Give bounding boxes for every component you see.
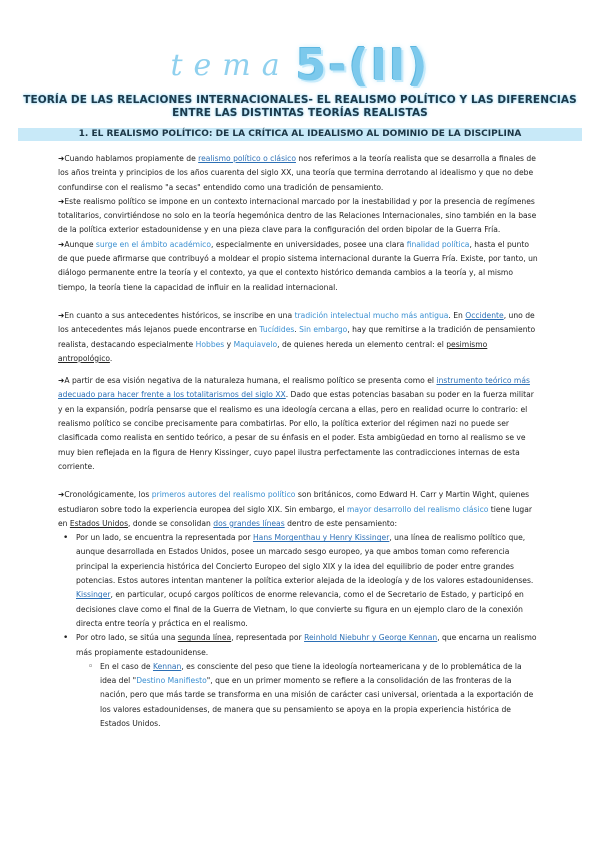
highlight-term: Tucídides xyxy=(259,325,295,335)
highlight-term: Destino Manifiesto xyxy=(136,676,207,686)
highlight-term: realismo político o clásico xyxy=(198,154,296,163)
highlight-term: Occidente xyxy=(465,310,504,320)
arrow-icon: ➜ xyxy=(58,154,65,163)
highlight-term: Estados Unidos xyxy=(69,518,129,528)
highlight-term: Hans Morgenthau y Henry Kissinger xyxy=(252,533,390,543)
highlight-term: pesimismo antropológico xyxy=(58,339,488,363)
highlight-term: surge en el ámbito académico xyxy=(95,239,211,249)
highlight-term: Kissinger xyxy=(76,590,111,600)
highlight-term: Reinhold Niebuhr y George Kennan xyxy=(304,633,438,643)
highlight-term: mayor desarrollo del realismo clásico xyxy=(346,504,489,514)
title-banner xyxy=(0,40,600,92)
arrow-icon: ➜ xyxy=(58,376,65,386)
paragraph-1: ➜Cuando hablamos propiamente de realismo político o clásico nos referimos a la teoría realista que se desarrolla a finales de los años treinta y principios de los años cuarenta del siglo XX, una teoría que termina derrotando al idealismo y que no debe confundirse con el realismo "a secas" entendido como una tradición de pensamiento. xyxy=(58,154,536,192)
highlight-term: Sin embargo xyxy=(299,325,348,335)
highlight-term: Kennan xyxy=(152,661,182,671)
title-script: tema xyxy=(170,48,291,83)
highlight-term: Hobbes xyxy=(195,339,225,349)
highlight-term: finalidad política xyxy=(406,239,470,249)
highlight-term: instrumento teórico más adecuado para hacer frente a los totalitarismos del siglo XX xyxy=(58,376,530,400)
spacer xyxy=(58,474,538,488)
highlight-term: dos grandes líneas xyxy=(213,518,285,528)
arrow-icon: ➜ xyxy=(58,196,65,206)
spacer xyxy=(58,366,538,374)
arrow-icon: ➜ xyxy=(58,490,65,500)
highlight-term: tradición intelectual mucho más antigua xyxy=(294,310,449,320)
title-number: 5-(II) xyxy=(295,40,430,91)
list-item: • Por otro lado, se sitúa una segunda línea, representada por Reinhold Niebuhr y George Kennan, que encarna un realismo más propiamente estadounidense. ◦ En el caso de Kennan, es consciente del peso que tiene la ideología norteamericana y de lo problemática de la idea del "Destino Manifiesto", que en un primer momento se refiere a la consolidación de las fronteras de la nación, pero que más tarde se transforma en una misión de carácter casi universal, orientada a la exportación de los valores estadounidenses, de manera que su pensamiento se apoya en la propia experiencia histórica de Estados Unidos. xyxy=(72,631,538,731)
paragraph-5: ➜A partir de esa visión negativa de la naturaleza humana, el realismo político se presenta como el instrumento teórico más adecuado para hacer frente a los totalitarismos del siglo XX. Dado que estas potencias basaban su poder en la fuerza militar y en la expansión, podría pensarse que el realismo es una ideología cercana a ellas, pero en realidad ocurre lo contrario: el realismo político se concibe precisamente para combatirlas. Por ello, la política exterior del régimen nazi no puede ser clasificada como realista en sentido teórico, a pesar de su énfasis en el poder. Esta ambigüedad en torno al realismo se ve muy bien reflejada en la figura de Henry Kissinger, cuyo papel ilustra perfectamente las contradicciones internas de esta corriente. xyxy=(58,376,534,471)
highlight-term: Maquiavelo xyxy=(233,339,278,349)
paragraph-6: ➜Cronológicamente, los primeros autores del realismo político son británicos, como Edward H. Carr y Martin Wight, quienes estudiaron sobre todo la experiencia europea del siglo XIX. Sin embargo, el mayor desarrollo del realismo clásico tiene lugar en Estados Unidos, donde se consolidan dos grandes líneas dentro de este pensamiento: xyxy=(58,490,532,528)
highlight-term: segunda línea xyxy=(177,633,232,643)
spacer xyxy=(58,295,538,309)
document-subtitle: TEORÍA DE LAS RELACIONES INTERNACIONALES- EL REALISMO POLÍTICO Y LAS DIFERENCIAS ENTRE LAS DISTINTAS TEORÍAS REALISTAS xyxy=(23,94,577,119)
list-item: ◦ En el caso de Kennan, es consciente del peso que tiene la ideología norteamericana y de lo problemática de la idea del "Destino Manifiesto", que en un primer momento se refiere a la consolidación de las fronteras de la nación, pero que más tarde se transforma en una misión de carácter casi universal, orientada a la exportación de los valores estadounidenses, de manera que su pensamiento se apoya en la propia experiencia histórica de Estados Unidos. xyxy=(98,660,538,731)
section-heading: 1. EL REALISMO POLÍTICO: DE LA CRÍTICA AL IDEALISMO AL DOMINIO DE LA DISCIPLINA xyxy=(18,128,582,141)
paragraph-2: ➜Este realismo político se impone en un contexto internacional marcado por la inestabilidad y por la presencia de regímenes totalitarios, convirtiéndose no solo en la teoría hegemónica dentro de las Relaciones Internacionales, sino también en la base de la política exterior estadounidense y en una pieza clave para la configuración del orden bipolar de la Guerra Fría. xyxy=(58,196,537,235)
bullet-list xyxy=(58,531,538,731)
paragraph-4: ➜En cuanto a sus antecedentes históricos, se inscribe en una tradición intelectual mucho más antigua. En Occidente, uno de los antecedentes más lejanos puede encontrarse en Tucídides. Sin embargo, hay que remitirse a la tradición de pensamiento realista, destacando especialmente Hobbes y Maquiavelo, de quienes hereda un elemento central: el pesimismo antropológico. xyxy=(58,310,536,363)
highlight-term: primeros autores del realismo político xyxy=(151,490,296,500)
arrow-icon: ➜ xyxy=(58,239,65,249)
arrow-icon: ➜ xyxy=(58,310,65,320)
document-body xyxy=(58,152,538,731)
nested-list xyxy=(76,660,538,731)
paragraph-3: ➜Aunque surge en el ámbito académico, especialmente en universidades, posee una clara finalidad política, hasta el punto de que puede afirmarse que contribuyó a moldear el propio sistema internacional durante la Guerra Fría. Existe, por tanto, un diálogo permanente entre la teoría y el contexto, ya que el contexto histórico demanda cambios a la teoría y, al mismo tiempo, la teoría tiene la capacidad de influir en la realidad internacional. xyxy=(58,239,538,292)
list-item: • Por un lado, se encuentra la representada por Hans Morgenthau y Henry Kissinger, una línea de realismo político que, aunque desarrollada en Estados Unidos, posee un marcado sesgo europeo, ya que ambos toman como referencia principal la experiencia histórica del Concierto Europeo del siglo XIX y la idea del equilibrio de poder entre grandes potencias. Estos autores intentan mantener la política exterior alejada de la ideología y de los valores estadounidenses. Kissinger, en particular, ocupó cargos políticos de enorme relevancia, como el de Secretario de Estado, y participó en decisiones clave como el final de la Guerra de Vietnam, lo que convierte su figura en un ejemplo claro de la conexión directa entre teoría y práctica en el realismo. xyxy=(72,531,538,631)
